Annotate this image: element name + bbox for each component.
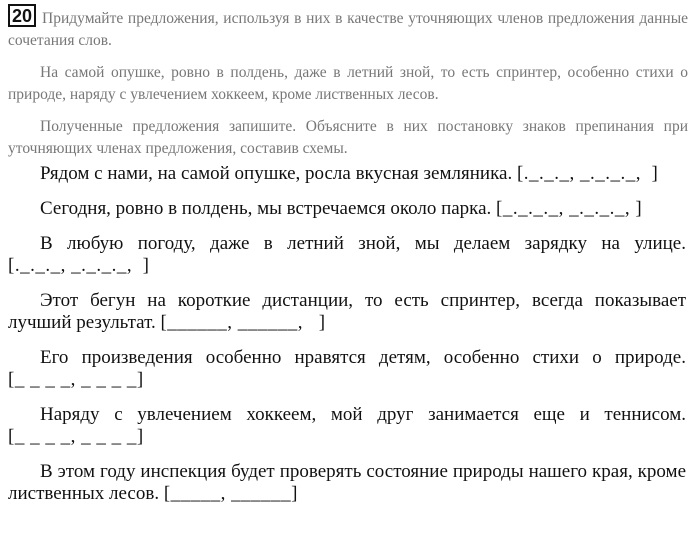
answer-sentence-5 <box>8 347 686 391</box>
task-requirement: Полученные предложения запишите. Объясните в них постановку знаков препинания при уточняющих членах предложения, составив схемы. <box>8 118 688 157</box>
sentence-text: Этот бегун на короткие дистанции, то есть спринтер, всегда показывает лучший результат. <box>8 290 686 333</box>
sentence-text: В этом году инспекция будет проверять состояние природы нашего края, кроме лиственных лесов. <box>8 461 686 504</box>
answers-list <box>8 163 686 518</box>
sentence-scheme: [_____, ______] <box>163 483 298 504</box>
sentence-text: Его произведения особенно нравятся детям, особенно стихи о природе. <box>40 347 686 368</box>
task-instruction <box>8 4 688 52</box>
task-number: 20 <box>8 4 36 27</box>
sentence-scheme: [_ _ _ _, _ _ _ _] <box>8 426 144 447</box>
answer-sentence-1 <box>8 163 686 185</box>
sentence-text: Сегодня, ровно в полдень, мы встречаемся около парка. <box>40 198 492 219</box>
sentence-text: В любую погоду, даже в летний зной, мы делаем зарядку на улице. <box>40 233 686 254</box>
sentence-scheme: [._._._, _._._._, ] <box>8 255 150 276</box>
sentence-scheme: [_ _ _ _, _ _ _ _] <box>8 369 144 390</box>
sentence-scheme: [._._._, _._._._, ] <box>516 163 659 184</box>
answer-sentence-2 <box>8 198 686 220</box>
task-instruction-text: Придумайте предложения, используя в них в качестве уточняющих членов предложения данные сочетания слов. <box>8 10 688 49</box>
sentence-text: Наряду с увлечением хоккеем, мой друг занимается еще и теннисом. <box>40 404 686 425</box>
task-phrases: На самой опушке, ровно в полдень, даже в летний зной, то есть спринтер, особенно стихи о природе, наряду с увлечением хоккеем, кроме лиственных лесов. <box>8 64 688 103</box>
answer-sentence-3 <box>8 233 686 277</box>
sentence-scheme: [______, ______, ] <box>160 312 326 333</box>
answer-sentence-4 <box>8 290 686 334</box>
sentence-scheme: [_._._._, _._._._, ] <box>496 198 643 219</box>
task-block <box>8 4 688 160</box>
sentence-text: Рядом с нами, на самой опушке, росла вкусная земляника. <box>40 163 513 184</box>
answer-sentence-6 <box>8 404 686 448</box>
answer-sentence-7 <box>8 461 686 505</box>
